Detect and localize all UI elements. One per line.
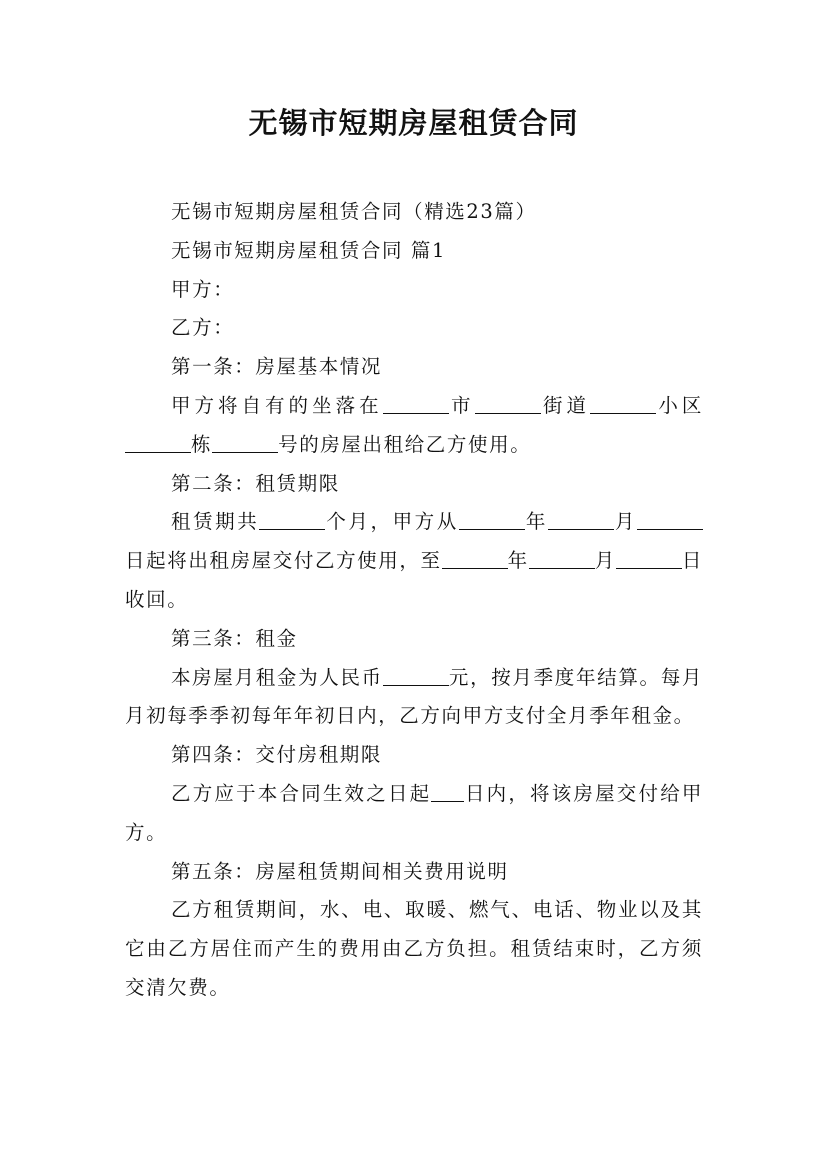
fill-blank (590, 395, 656, 414)
clause-4-heading: 第四条：交付房租期限 (171, 743, 383, 767)
clause-1-segment: 市 (448, 393, 475, 417)
clause-3-text (125, 659, 703, 737)
clause-2-heading: 第二条：租赁期限 (171, 471, 340, 495)
clause-5-heading: 第五条：房屋租赁期间相关费用说明 (171, 859, 509, 883)
clause-3-heading: 第三条：租金 (171, 626, 298, 650)
clause-3-segment: 元，按月季度年结算。每月月初每季季初每年年初日内，乙方向甲方支付全月季年租金。 (125, 665, 703, 728)
fill-blank (637, 511, 703, 530)
clause-5-text: 乙方租赁期间，水、电、取暖、燃气、电话、物业以及其它由乙方居住而产生的费用由乙方负担。租赁结束时，乙方须交清欠费。 (125, 898, 703, 999)
fill-blank (475, 395, 541, 414)
clause-2-segment: 年 (507, 549, 529, 573)
clause-3-segment: 本房屋月租金为人民币 (171, 665, 383, 689)
clause-2-segment: 个月，甲方从 (325, 510, 459, 534)
clause-1-segment: 号的房屋出租给乙方使用。 (278, 432, 532, 456)
document-subtitle: 无锡市短期房屋租赁合同（精选23篇） (171, 200, 537, 223)
document-body (125, 193, 703, 1008)
section-heading: 无锡市短期房屋租赁合同 篇1 (171, 238, 447, 262)
fill-blank (548, 511, 614, 530)
clause-1-segment: 栋 (191, 432, 213, 456)
fill-blank (383, 395, 449, 414)
fill-blank (125, 434, 191, 453)
fill-blank (431, 783, 464, 802)
clause-1-heading: 第一条：房屋基本情况 (171, 355, 383, 379)
clause-4-segment: 乙方应于本合同生效之日起 (171, 781, 432, 805)
clause-1-segment: 甲方将自有的坐落在 (171, 393, 383, 417)
party-b-label: 乙方： (171, 316, 235, 340)
clause-2-segment: 日收回。 (125, 549, 703, 611)
clause-2-segment: 月 (613, 510, 637, 534)
fill-blank (442, 550, 508, 569)
clause-4-text (125, 775, 703, 853)
clause-1-segment: 小区 (655, 393, 704, 417)
clause-2-segment: 租赁期共 (171, 510, 260, 534)
fill-blank (212, 434, 278, 453)
clause-2-text (125, 503, 703, 619)
fill-blank (529, 550, 595, 569)
clause-2-segment: 日起将出租房屋交付乙方使用，至 (125, 549, 442, 573)
fill-blank (616, 550, 682, 569)
clause-2-segment: 月 (594, 549, 616, 573)
fill-blank (259, 511, 325, 530)
fill-blank (459, 511, 525, 530)
clause-2-segment: 年 (524, 510, 548, 534)
clause-1-segment: 街道 (540, 393, 590, 417)
party-a-label: 甲方： (171, 277, 235, 301)
document-title: 无锡市短期房屋租赁合同 (248, 106, 579, 140)
clause-4-segment: 日内，将该房屋交付给甲方。 (125, 781, 703, 844)
fill-blank (383, 667, 449, 686)
clause-1-text (125, 387, 703, 465)
